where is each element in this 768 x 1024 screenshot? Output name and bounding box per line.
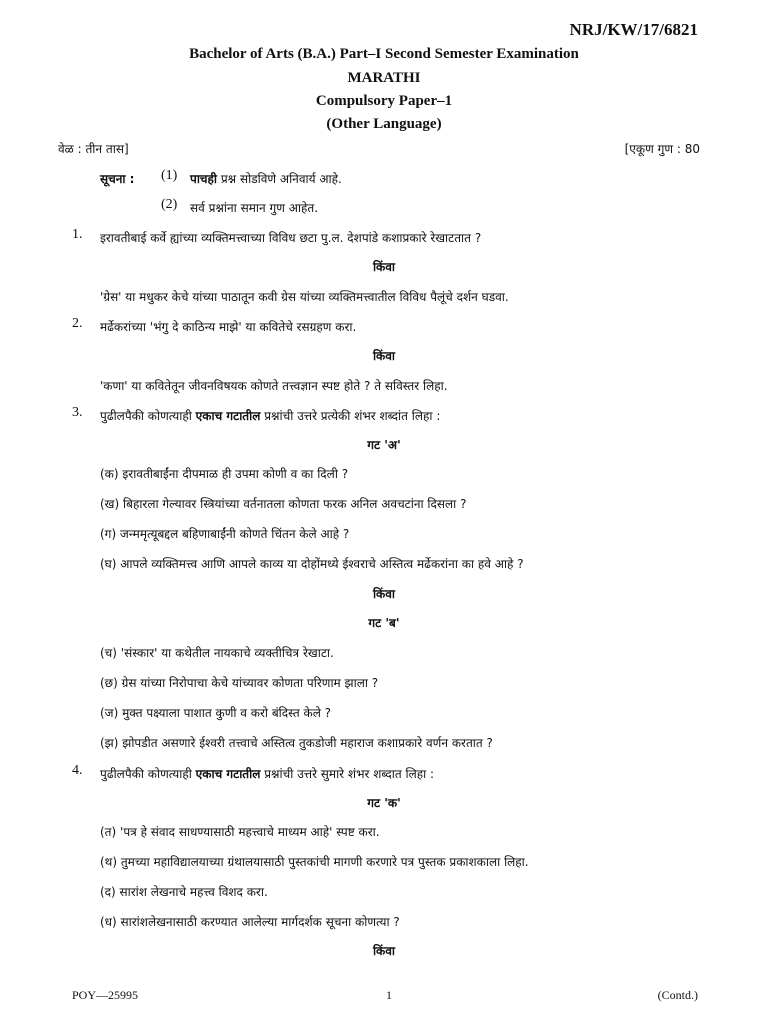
group-a-item: (क) इरावतीबाईंना दीपमाळ ही उपमा कोणी व का दिली ? xyxy=(100,467,349,481)
group-b-item: (झ) झोपडीत असणारे ईश्वरी तत्त्वाचे अस्तित्व तुकडोजी महाराज कशाप्रकारे वर्णन करतात ? xyxy=(100,736,493,750)
q4-text xyxy=(100,765,434,782)
contd-label: (Contd.) xyxy=(657,988,698,1002)
instruction-1-text: प्रश्न सोडविणे अनिवार्य आहे. xyxy=(220,172,342,186)
group-a-heading: गट 'अ' xyxy=(367,438,401,452)
group-a-item: (ख) बिहारला गेल्यावर स्त्रियांच्या वर्तनातला कोणता फरक अनिल अवचटांना दिसला ? xyxy=(100,497,467,511)
q1-text: इरावतीबाई कर्वे ह्यांच्या व्यक्तिमत्त्वाच्या विविध छटा पु.ल. देशपांडे कशाप्रकारे रेखाटतात ? xyxy=(100,231,482,245)
group-b-item: (च) 'संस्कार' या कथेतील नायकाचे व्यक्तीचित्र रेखाटा. xyxy=(100,646,334,660)
paper-code: NRJ/KW/17/6821 xyxy=(569,20,698,39)
q3-number: 3. xyxy=(72,405,83,420)
group-a-item: (ग) जन्ममृत्यूबद्दल बहिणाबाईंनी कोणते चिंतन केले आहे ? xyxy=(100,527,350,541)
group-c-heading: गट 'क' xyxy=(367,796,401,810)
instruction-2-number: (2) xyxy=(161,197,178,212)
q3-text-a: पुढीलपैकी कोणत्याही xyxy=(100,409,192,423)
q4-number: 4. xyxy=(72,763,83,778)
q4-text-a: पुढीलपैकी कोणत्याही xyxy=(100,767,192,781)
marks-label: [एकूण गुण : 80 xyxy=(624,142,700,156)
instruction-2: सर्व प्रश्नांना समान गुण आहेत. xyxy=(190,201,319,215)
group-c-item: (ध) सारांशलेखनासाठी करण्यात आलेल्या मार्गदर्शक सूचना कोणत्या ? xyxy=(100,915,400,929)
instructions-label: सूचना : xyxy=(100,172,135,186)
exam-title: Bachelor of Arts (B.A.) Part–I Second Semester Examination xyxy=(189,46,579,62)
language-note: (Other Language) xyxy=(326,116,442,132)
q1-alt: 'ग्रेस' या मधुकर केचे यांच्या पाठातून कवी ग्रेस यांच्या व्यक्तिमत्त्वातील विविध पैलूंचे दर्शन घडवा. xyxy=(100,290,509,304)
q2-alt: 'कणा' या कवितेतून जीवनविषयक कोणते तत्त्वज्ञान स्पष्ट होते ? ते सविस्तर लिहा. xyxy=(100,379,448,393)
group-b-item: (छ) ग्रेस यांच्या निरोपाचा केचे यांच्यावर कोणता परिणाम झाला ? xyxy=(100,676,379,690)
instruction-1-number: (1) xyxy=(161,168,178,183)
q2-or: किंवा xyxy=(372,349,396,363)
time-label: वेळ : तीन तास] xyxy=(58,142,129,156)
q1-or: किंवा xyxy=(372,260,396,274)
footer-code: POY—25995 xyxy=(72,988,139,1002)
subject-title: MARATHI xyxy=(347,70,421,86)
group-b-heading: गट 'ब' xyxy=(368,616,400,630)
q1-number: 1. xyxy=(72,227,83,242)
group-a-item: (घ) आपले व्यक्तिमत्त्व आणि आपले काव्य या दोहोंमध्ये ईश्वराचे अस्तित्व मर्ढेकरांना का हवे आहे ? xyxy=(100,557,524,571)
group-b-item: (ज) मुक्त पक्ष्याला पाशात कुणी व करो बंदिस्त केले ? xyxy=(100,706,332,720)
q2-text: मर्ढेकरांच्या 'भंगु दे काठिन्य माझे' या कवितेचे रसग्रहण करा. xyxy=(100,320,357,334)
page-number: 1 xyxy=(386,988,392,1002)
group-c-item: (थ) तुमच्या महाविद्यालयाच्या ग्रंथालयासाठी पुस्तकांची मागणी करणारे पत्र पुस्तक प्रकाशकाला लिहा. xyxy=(100,855,529,869)
q3-text-b: प्रश्नांची उत्तरे प्रत्येकी शंभर शब्दांत लिहा : xyxy=(264,409,441,423)
q4-text-b: प्रश्नांची उत्तरे सुमारे शंभर शब्दात लिहा : xyxy=(264,767,435,781)
q3-or: किंवा xyxy=(372,587,396,601)
q4-text-bold: एकाच गटातील xyxy=(195,767,261,781)
instruction-1 xyxy=(190,170,342,187)
q2-number: 2. xyxy=(72,316,83,331)
group-c-item: (द) सारांश लेखनाचे महत्त्व विशद करा. xyxy=(100,885,268,899)
q3-text-bold: एकाच गटातील xyxy=(195,409,261,423)
q4-or: किंवा xyxy=(372,944,396,958)
paper-title: Compulsory Paper–1 xyxy=(315,93,453,109)
group-c-item: (त) 'पत्र हे संवाद साधण्यासाठी महत्त्वाचे माध्यम आहे' स्पष्ट करा. xyxy=(100,825,380,839)
instruction-1-bold: पाचही xyxy=(190,172,218,186)
q3-text xyxy=(100,407,440,424)
